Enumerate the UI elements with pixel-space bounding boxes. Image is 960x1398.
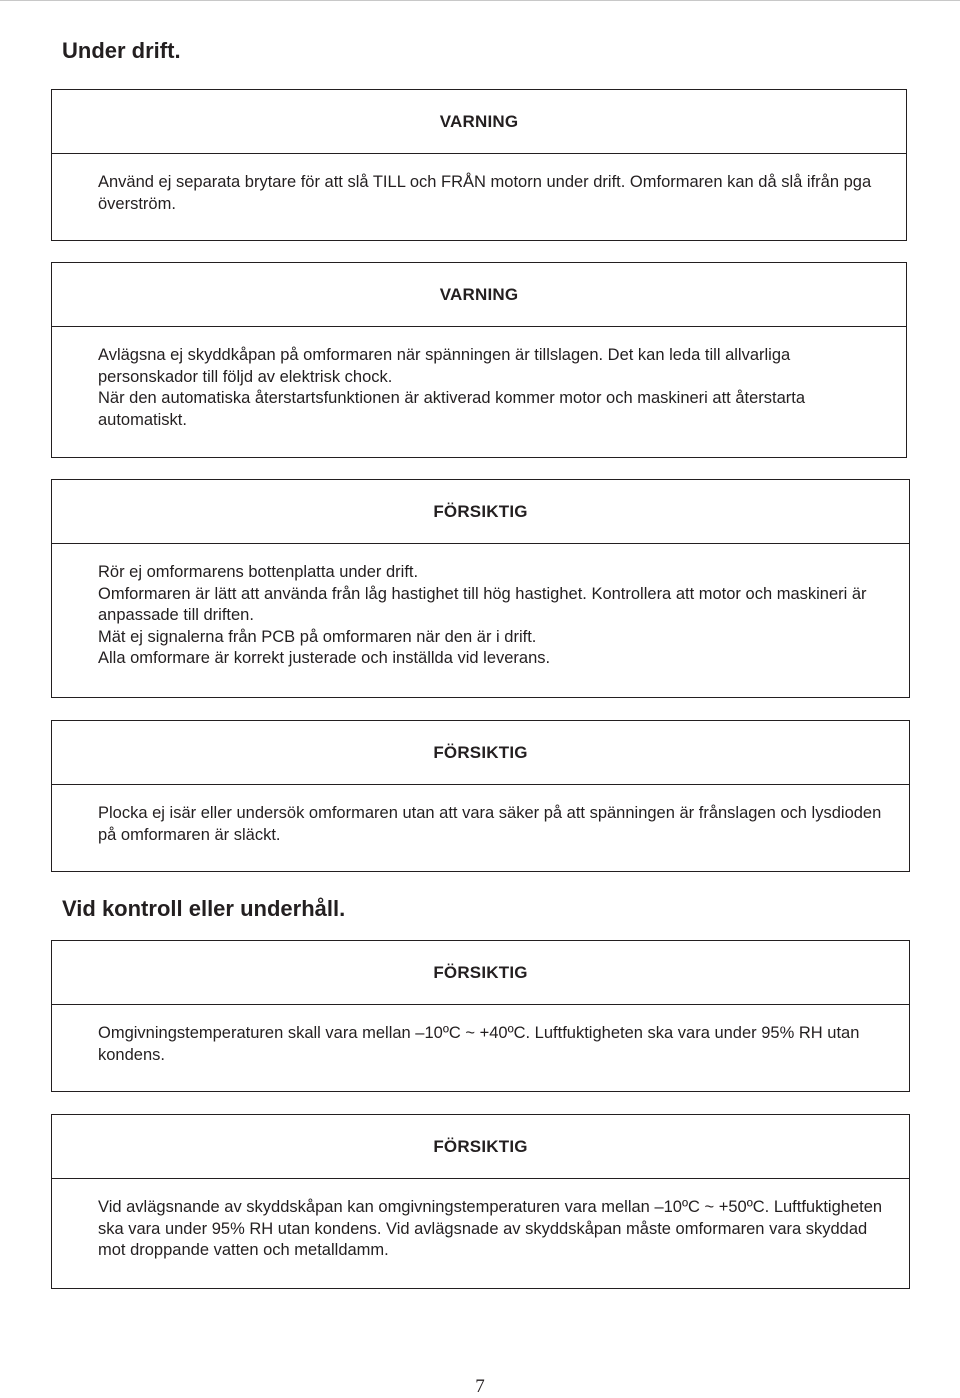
notice-body [52,327,906,431]
notice-label: FÖRSIKTIG [52,721,909,785]
notice-body [52,1005,909,1066]
notice-text: Avlägsna ej skyddkåpan på omformaren när spänningen är tillslagen. Det kan leda till allvarliga personskador till följd av elektrisk chock. [98,346,791,386]
notice-text: Vid avlägsnande av skyddskåpan kan omgivningstemperaturen vara mellan –10ºC ~ +50ºC. Luftfuktigheten ska vara under 95% RH utan kondens. Vid avlägsnade av skyddskåpan måste omformaren vara skyddad mot droppande vatten och metalldamm. [98,1198,883,1259]
notice-body [52,154,906,215]
notice-body [52,544,909,670]
page-number: 7 [475,1376,485,1397]
section-heading-maintenance: Vid kontroll eller underhåll. [62,896,346,921]
notice-body [52,785,909,846]
notice-text: Rör ej omformarens bottenplatta under drift. [98,563,419,581]
caution-box-disassembly [51,720,910,872]
notice-text: Omgivningstemperaturen skall vara mellan –10ºC ~ +40ºC. Luftfuktigheten ska vara under 95% RH utan kondens. [98,1024,860,1064]
notice-text: Använd ej separata brytare för att slå TILL och FRÅN motorn under drift. Omformaren kan då slå ifrån pga överström. [98,173,872,213]
notice-text: Omformaren är lätt att använda från låg hastighet till hög hastighet. Kontrollera att motor och maskineri är anpassade till driften. [98,584,867,624]
top-rule [0,0,960,1]
warning-box-cover [51,262,907,458]
notice-label: FÖRSIKTIG [52,1115,909,1179]
notice-label: FÖRSIKTIG [52,941,909,1005]
notice-label: VARNING [52,90,906,154]
notice-label: VARNING [52,263,906,327]
warning-box-separate-switch [51,89,907,241]
notice-text: När den automatiska återstartsfunktionen är aktiverad kommer motor och maskineri att återstarta automatiskt. [98,389,806,429]
notice-text: Mät ej signalerna från PCB på omformaren när den är i drift. [98,627,537,646]
section-heading-under-drift: Under drift. [62,38,181,63]
notice-label: FÖRSIKTIG [52,480,909,544]
notice-text: Plocka ej isär eller undersök omformaren utan att vara säker på att spänningen är frånslagen och lysdioden på omformaren är släckt. [98,804,882,844]
caution-box-cover-removal [51,1114,910,1289]
caution-box-ambient [51,940,910,1092]
notice-text: Alla omformare är korrekt justerade och inställda vid leverans. [98,649,551,667]
caution-box-operation [51,479,910,698]
notice-body [52,1179,909,1262]
